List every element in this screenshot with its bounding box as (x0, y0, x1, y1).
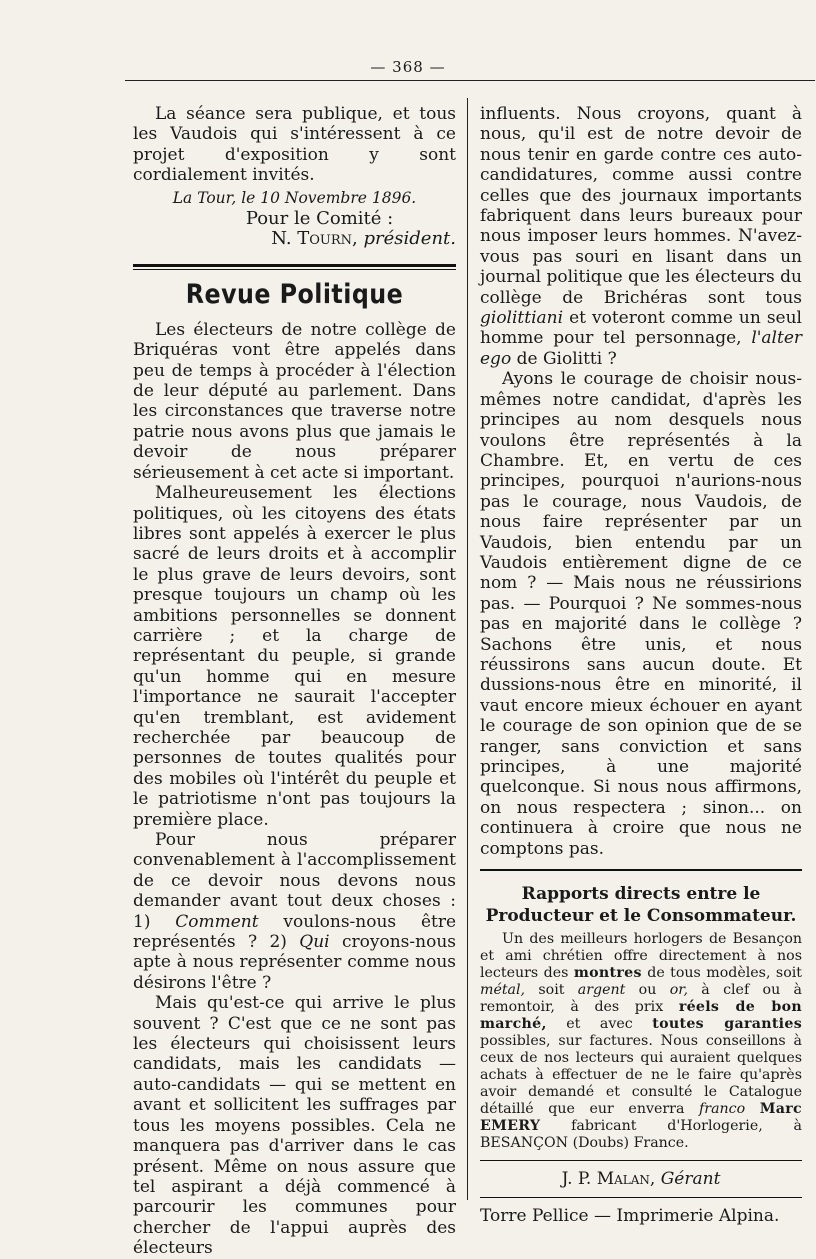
paragraph: Pour nous préparer convenablement à l'accomplissement de ce devoir nous devons nous demander avant tout deux choses : 1) Comment voulons-nous être représentés ? 2) Qui croyons-nous apte à nous représenter comme nous désirons l'être ? (133, 830, 457, 993)
paragraph: Malheureusement les élections politiques, où les citoyens des états libres sont appelés à exercer le plus sacré de leurs droits et à accomplir le plus grave de leurs devoirs, sont presque toujours un champ où les ambitions personnelles se donnent carrière ; et la charge de représentant du peuple, si grande qu'un homme qui en mesure l'importance ne saurait l'accepter qu'en tremblant, est avidement recherchée par beaucoup de personnes de toutes qualités pour des mobiles où l'intérêt du peuple et le patriotisme n'ont pas toujours la première place. (133, 483, 456, 830)
right-column (480, 104, 802, 1227)
header-rule (125, 80, 815, 81)
meeting-notice: La séance sera publique, et tous les Vaudois qui s'intéressent à ce projet d'exposition y sont cordialement invités. (133, 104, 456, 186)
committee-line: Pour le Comité : (245, 208, 394, 230)
footer-rule (480, 1160, 802, 1161)
ad-title: Rapports directs entre le Producteur et le Consommateur. (485, 884, 797, 927)
printer-line: Torre Pellice — Imprimerie Alpina. (480, 1206, 780, 1227)
paragraph: influents. Nous croyons, quant à nous, qu'il est de notre devoir de nous tenir en garde contre ces auto-candidatures, comme aussi contre celles que des journaux importants fabriquent dans leurs bureaux pour nous imposer leurs hommes. N'avez-vous pas souri en lisant dans un journal politique que les électeurs du collège de Brichéras sont tous giolittiani et voteront comme un seul homme pour tel personnage, l'alter ego de Giolitti ? (480, 104, 803, 369)
paragraph: Les électeurs de notre collège de Briquéras vont être appelés dans peu de temps à procéder à l'élection de leur député au parlement. Dans les circonstances que traverse notre patrie nous avons plus que jamais le devoir de nous préparer sérieusement à cet acte si important. (133, 319, 456, 483)
paragraph: Mais qu'est-ce qui arrive le plus souvent ? C'est que ce ne sont pas les électeurs qui choisissent leurs candidats, mais les candidats — auto-candidats — qui se mettent en avant et sollicitent les suffrages par tous les moyens possibles. Cela ne manquera pas d'arriver dans le cas présent. Même on nous assure que tel aspirant a déjà commencé à parcourir les communes pour chercher de l'appui auprès des électeurs (133, 993, 456, 1259)
signatory-title: président. (363, 228, 456, 250)
section-rule (133, 264, 456, 270)
footer-rule (480, 1197, 802, 1198)
gerant-line: J. P. Malan, Gérant (561, 1169, 721, 1190)
section-heading: Revue Politique (185, 278, 404, 310)
paragraph: Ayons le courage de choisir nous-mêmes notre candidat, d'après les principes au nom desquels nous voulons être représentés à la Chambre. Et, en vertu de ces principes, pourquoi n'aurions-nous pas le courage, nous Vaudois, de nous faire représenter par un Vaudois, bien entendu par un Vaudois entièrement digne de ce nom ? — Mais nous ne réussirions pas. — Pourquoi ? Ne sommes-nous pas en majorité dans le collège ? Sachons être unis, et nous réussirons sans aucun doute. Et dussions-nous être en minorité, il vaut encore mieux échouer en ayant le courage de son opinion que de se ranger, sans conviction et sans principes, à une majorité quelconque. Si nous nous affirmons, on nous respectera ; sinon... on continuera à croire que nous ne comptons pas. (480, 369, 802, 859)
ad-text: Un des meilleurs horlogers de Besançon et ami chrétien offre directement à nos lecteurs des montres de tous modèles, soit métal, soit argent ou or, à clef ou à remontoir, à des prix réels de bon marché, et avec toutes garanties possibles, sur factures. Nous conseillons à ceux de nos lecteurs qui auraient quelques achats à effectuer de ne le faire qu'après avoir demandé et consulté le Catalogue détaillé que eur enverra franco Marc EMERY fabricant d'Horlogerie, à BESANÇON (Doubs) France. (480, 931, 802, 1152)
signature (133, 229, 456, 249)
column-divider (467, 98, 468, 1200)
signatory-name: N. Tourn, (271, 228, 358, 250)
left-column (133, 104, 456, 1259)
page-number: — 368 — (370, 58, 446, 76)
notice-date: La Tour, le 10 Novembre 1896. (172, 188, 417, 207)
ad-rule (480, 869, 802, 871)
